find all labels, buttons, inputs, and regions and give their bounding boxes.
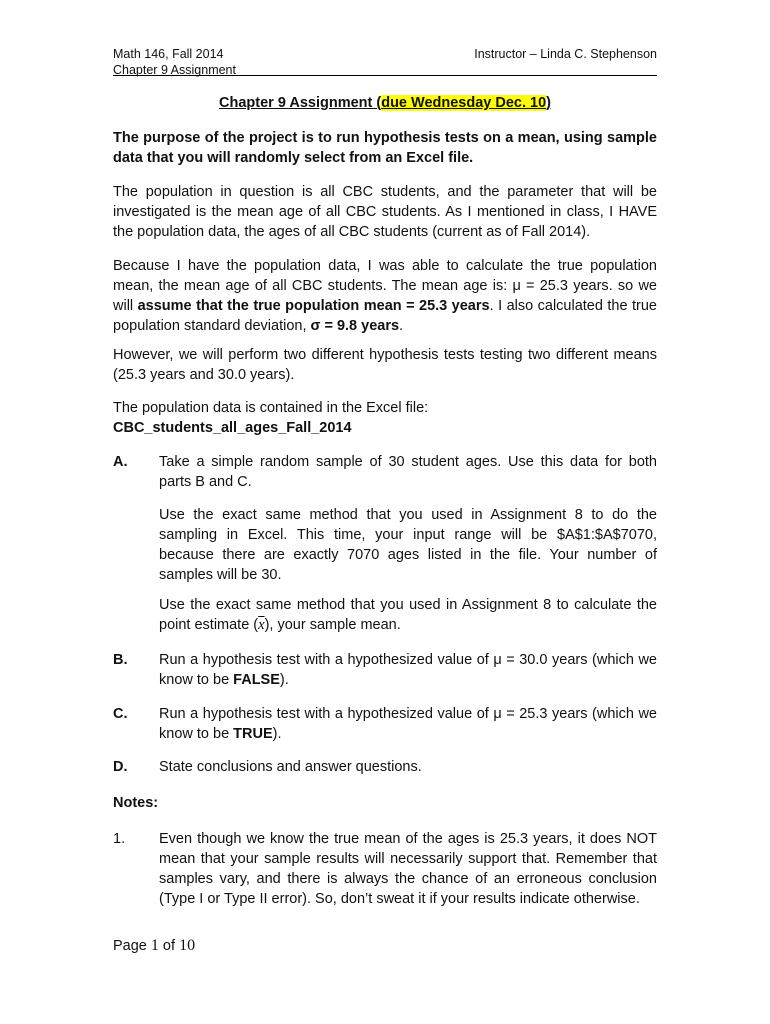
page-number: 1 [150, 937, 159, 954]
population-paragraph: The population in question is all CBC students, and the parameter that will be investigated is the mean age of all CBC students. As I mentioned in class, I HAVE the population data, the ages of all CBC students (current as of Fall 2014). [113, 184, 657, 240]
header-left [113, 46, 236, 78]
item-a-text-3-post: ), your sample mean. [264, 617, 401, 633]
page-of: of [158, 938, 180, 954]
page-title [0, 93, 770, 113]
item-a [113, 452, 657, 492]
page-footer [113, 936, 195, 956]
mean-text-1: Because I have the population data, I was able to calculate the true population mean, the mean age of all CBC students. The mean age is: μ = 25.3 years. so we will [113, 258, 657, 314]
item-a-part-3 [113, 595, 657, 635]
x-bar-symbol: $\overline{x}$ [258, 617, 265, 633]
header-divider [113, 75, 657, 76]
item-b-text-pre: Run a hypothesis test with a hypothesized value of μ = 30.0 years (which we know to be [159, 652, 657, 688]
mean-paragraph [113, 256, 657, 336]
however-paragraph: However, we will perform two different hypothesis tests testing two different means (25.3 years and 30.0 years). [113, 347, 657, 383]
item-b-text [159, 650, 657, 690]
mean-text-3: . [399, 318, 404, 334]
notes-heading: Notes: [113, 795, 159, 811]
item-a-text-2: Use the exact same method that you used in Assignment 8 to do the sampling in Excel. This time, your input range will be $A$1:$A$7070, because there are exactly 7070 ages listed in the file. Your number of samples will be 30. [159, 507, 657, 583]
std-deviation: σ = 9.8 years [310, 318, 400, 334]
file-intro: The population data is contained in the Excel file: [113, 400, 429, 416]
item-d-text: State conclusions and answer questions. [159, 759, 422, 775]
item-a-text-3 [159, 595, 657, 635]
mean-text-2: . I also calculated the true population standard deviation, [113, 298, 657, 334]
item-c [113, 704, 657, 744]
note-1-label: 1. [113, 831, 126, 847]
page-total: 10 [179, 937, 196, 954]
item-d-label: D. [113, 759, 128, 775]
item-a-label: A. [113, 454, 128, 470]
item-c-text-pre: Run a hypothesis test with a hypothesized value of μ = 25.3 years (which we know to be [159, 706, 657, 742]
item-b-text-post: ). [279, 672, 289, 688]
item-b-label: B. [113, 652, 128, 668]
item-a-part-2 [113, 505, 657, 585]
purpose-paragraph: The purpose of the project is to run hypothesis tests on a mean, using sample data that you will randomly select from an Excel file. [113, 130, 657, 166]
assumed-mean: assume that the true population mean = 25.3 years [137, 298, 490, 314]
note-1 [113, 829, 657, 909]
excel-filename: CBC_students_all_ages_Fall_2014 [113, 420, 352, 436]
note-1-text: Even though we know the true mean of the ages is 25.3 years, it does NOT mean that your sample results will necessarily support that. Remember that samples vary, and there is always the chance of an erroneous conclusion (Type I or Type II error). So, don’t sweat it if your results indicate otherwise. [159, 831, 657, 907]
item-a-text-1: Take a simple random sample of 30 student ages. Use this data for both parts B and C. [159, 454, 657, 490]
item-c-text-post: ). [272, 726, 282, 742]
assignment-name: Chapter 9 Assignment [113, 63, 236, 77]
instructor-name: Instructor – Linda C. Stephenson [474, 47, 657, 61]
course-name: Math 146, Fall 2014 [113, 47, 224, 61]
page-label: Page [113, 938, 151, 954]
due-date-highlight: due Wednesday Dec. 10 [381, 95, 547, 111]
item-b-false: FALSE [233, 672, 280, 688]
item-d [113, 757, 657, 777]
item-c-text [159, 704, 657, 744]
item-b [113, 650, 657, 690]
item-c-true: TRUE [233, 726, 273, 742]
file-paragraph [113, 398, 657, 438]
title-prefix: Chapter 9 Assignment ( [219, 95, 382, 111]
item-c-label: C. [113, 706, 128, 722]
item-a-text-3-pre: Use the exact same method that you used in Assignment 8 to calculate the point estimate ( [159, 597, 657, 633]
title-suffix: ) [546, 95, 551, 111]
